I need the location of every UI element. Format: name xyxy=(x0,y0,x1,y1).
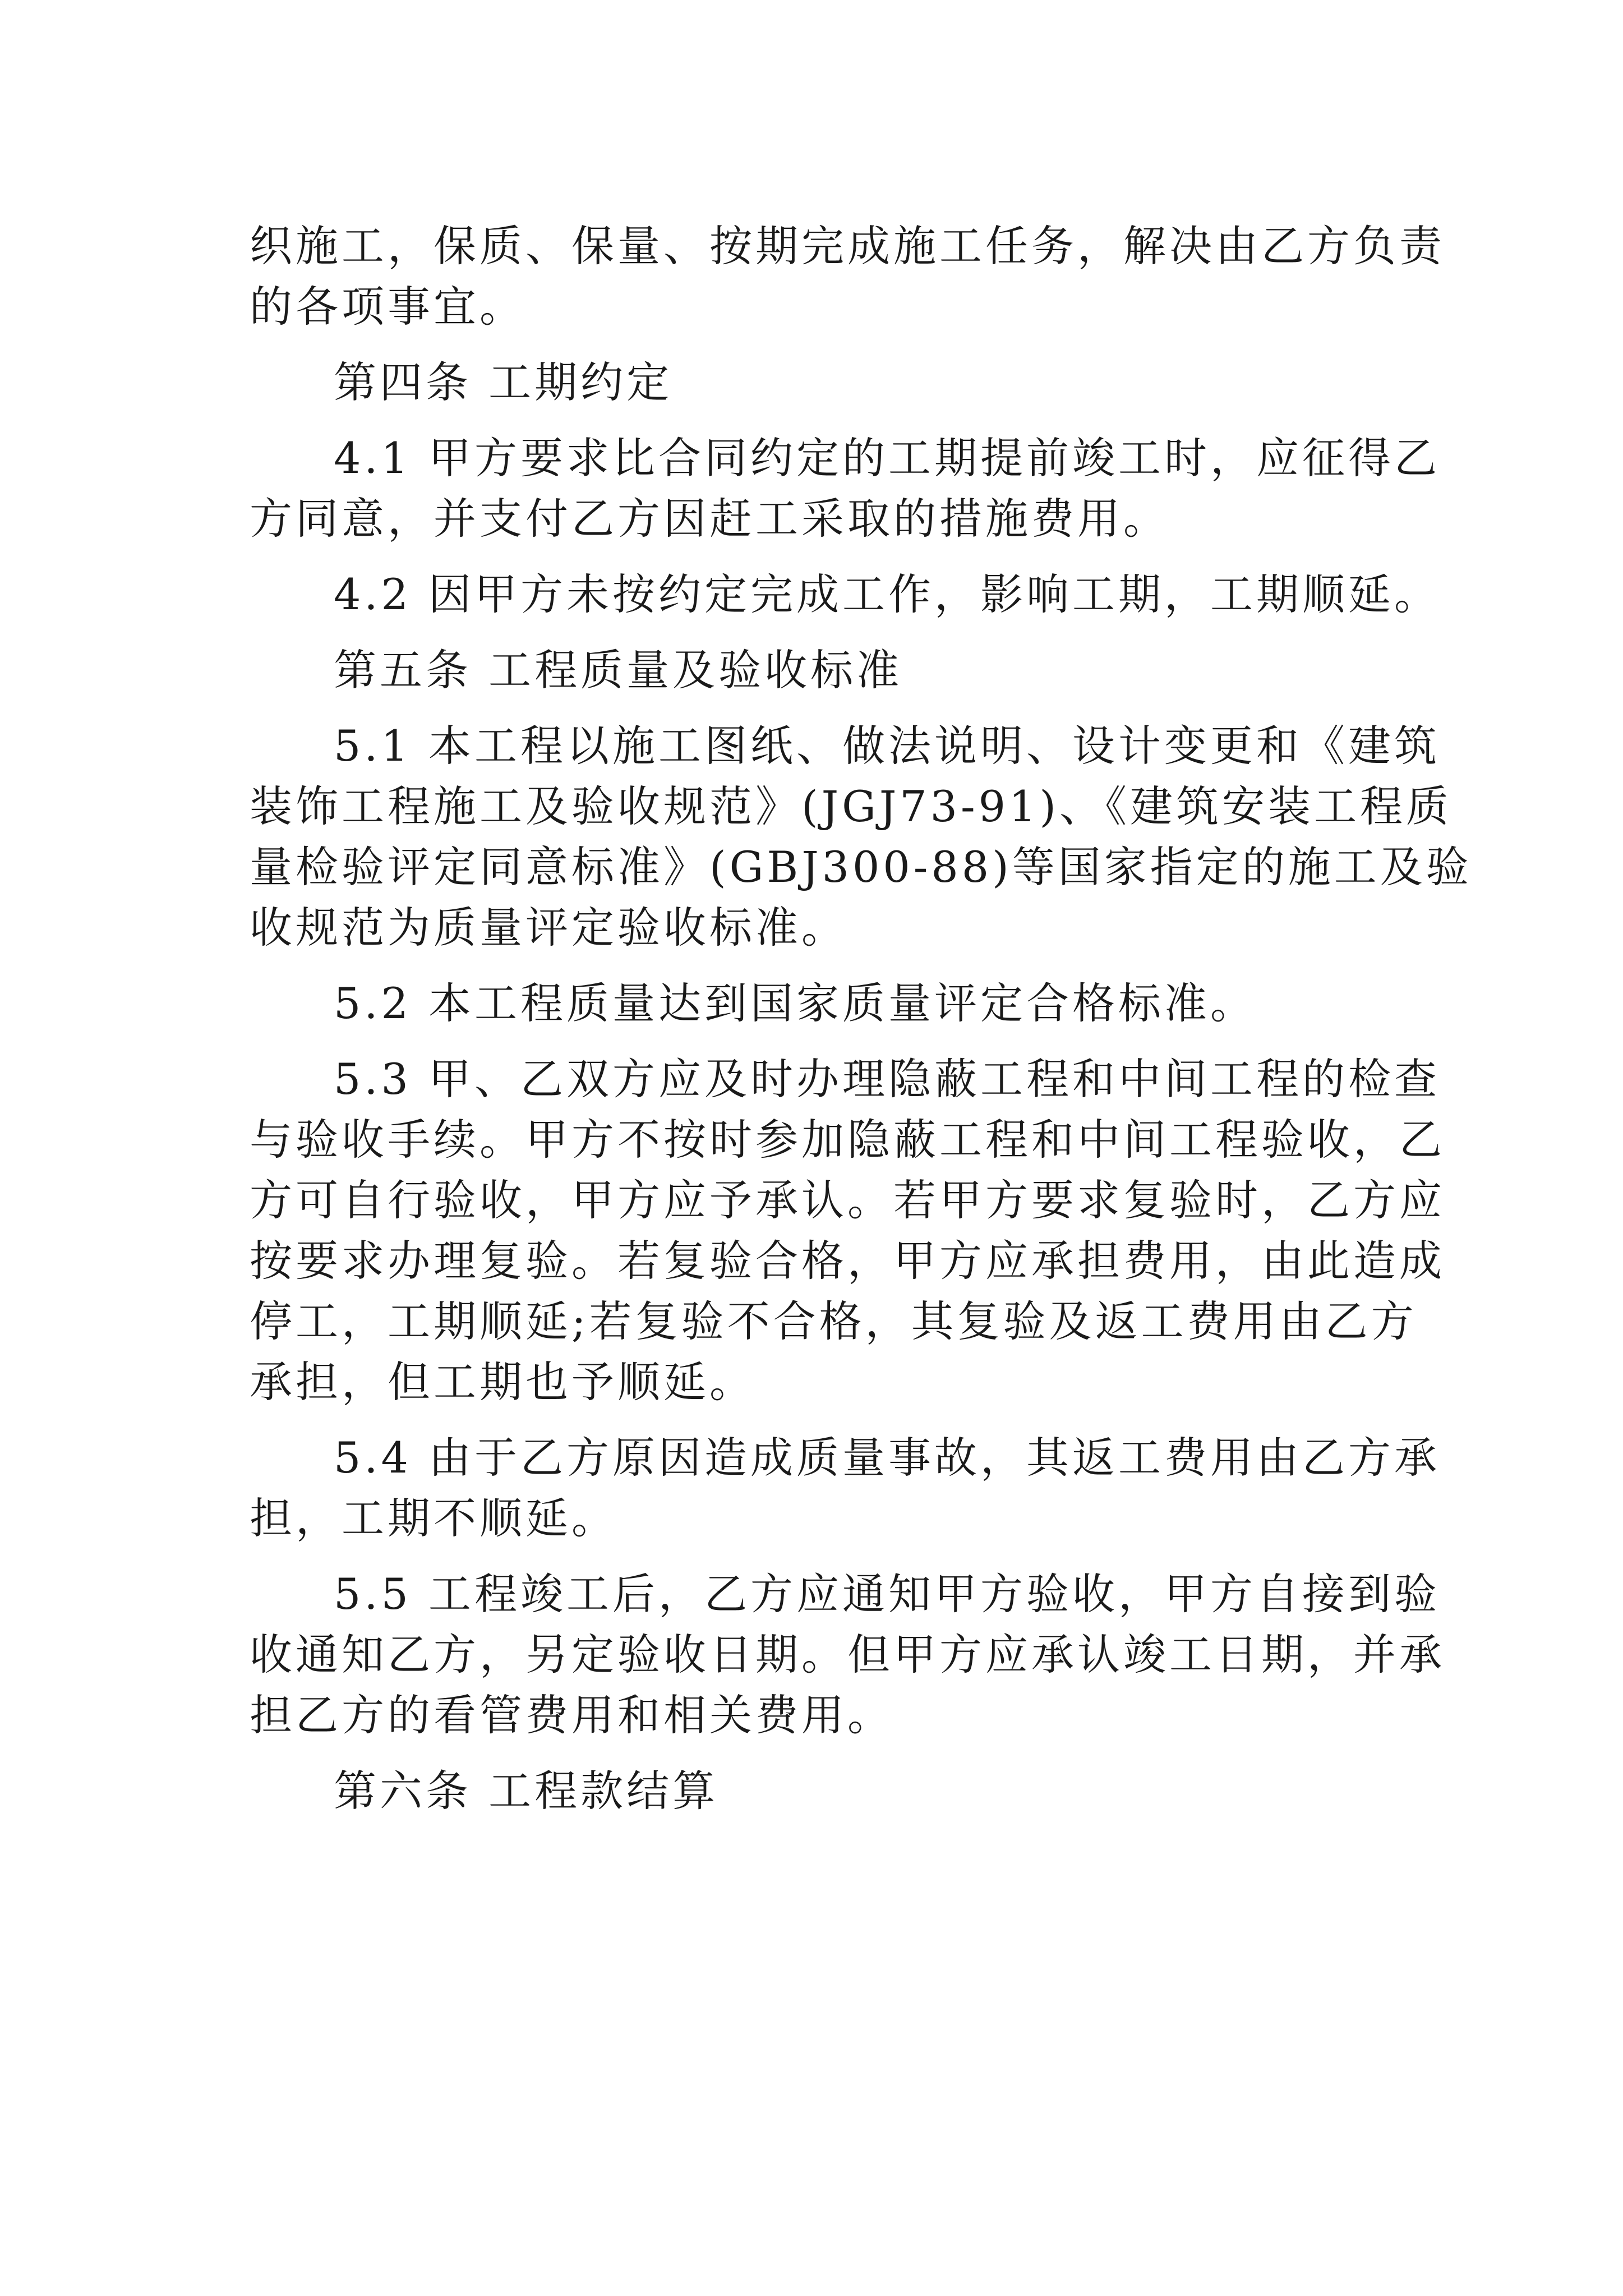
paragraph xyxy=(250,1564,1445,1746)
text-line: 担乙方的看管费用和相关费用。 xyxy=(250,1690,893,1740)
text-line: 方同意，并支付乙方因赶工采取的措施费用。 xyxy=(250,494,1169,544)
text-line: 4.1 甲方要求比合同约定的工期提前竣工时，应征得乙 xyxy=(334,433,1441,483)
text-line: 担，工期不顺延。 xyxy=(250,1493,617,1543)
text-line: 织施工，保质、保量、按期完成施工任务，解决由乙方负责 xyxy=(250,221,1445,271)
text-line: 承担，但工期也予顺延。 xyxy=(250,1357,755,1407)
text-line: 与验收手续。甲方不按时参加隐蔽工程和中间工程验收，乙 xyxy=(250,1115,1445,1165)
paragraph xyxy=(250,973,1388,1034)
section-heading xyxy=(250,352,1388,413)
text-line: 量检验评定同意标准》(GBJ300-88)等国家指定的施工及验 xyxy=(250,842,1472,892)
paragraph xyxy=(250,216,1445,337)
section-heading xyxy=(250,640,1388,701)
paragraph xyxy=(250,564,1441,625)
heading-line: 第四条 工期约定 xyxy=(334,357,673,407)
text-line: 的各项事宜。 xyxy=(250,282,525,332)
text-line: 收规范为质量评定验收标准。 xyxy=(250,903,847,953)
text-line: 收通知乙方，另定验收日期。但甲方应承认竣工日期，并承 xyxy=(250,1630,1445,1680)
paragraph xyxy=(250,716,1472,958)
text-line: 停工，工期顺延;若复验不合格，其复验及返工费用由乙方 xyxy=(250,1296,1417,1346)
text-line: 5.4 由于乙方原因造成质量事故，其返工费用由乙方承 xyxy=(334,1433,1441,1483)
paragraph xyxy=(250,1428,1441,1549)
document-body xyxy=(250,216,1472,1821)
heading-line: 第六条 工程款结算 xyxy=(334,1766,719,1816)
section-heading xyxy=(250,1761,1388,1821)
text-line: 4.2 因甲方未按约定完成工作，影响工期，工期顺延。 xyxy=(334,569,1441,619)
text-line: 5.3 甲、乙双方应及时办理隐蔽工程和中间工程的检查 xyxy=(334,1054,1441,1104)
text-line: 5.5 工程竣工后，乙方应通知甲方验收，甲方自接到验 xyxy=(334,1569,1441,1619)
text-line: 5.2 本工程质量达到国家质量评定合格标准。 xyxy=(334,978,1257,1028)
text-line: 装饰工程施工及验收规范》(JGJ73-91)、《建筑安装工程质 xyxy=(250,781,1453,831)
paragraph xyxy=(250,1049,1445,1412)
text-line: 5.1 本工程以施工图纸、做法说明、设计变更和《建筑 xyxy=(334,721,1441,771)
text-line: 方可自行验收，甲方应予承认。若甲方要求复验时，乙方应 xyxy=(250,1175,1445,1225)
paragraph xyxy=(250,428,1441,549)
text-line: 按要求办理复验。若复验合格，甲方应承担费用，由此造成 xyxy=(250,1236,1445,1286)
heading-line: 第五条 工程质量及验收标准 xyxy=(334,645,903,695)
